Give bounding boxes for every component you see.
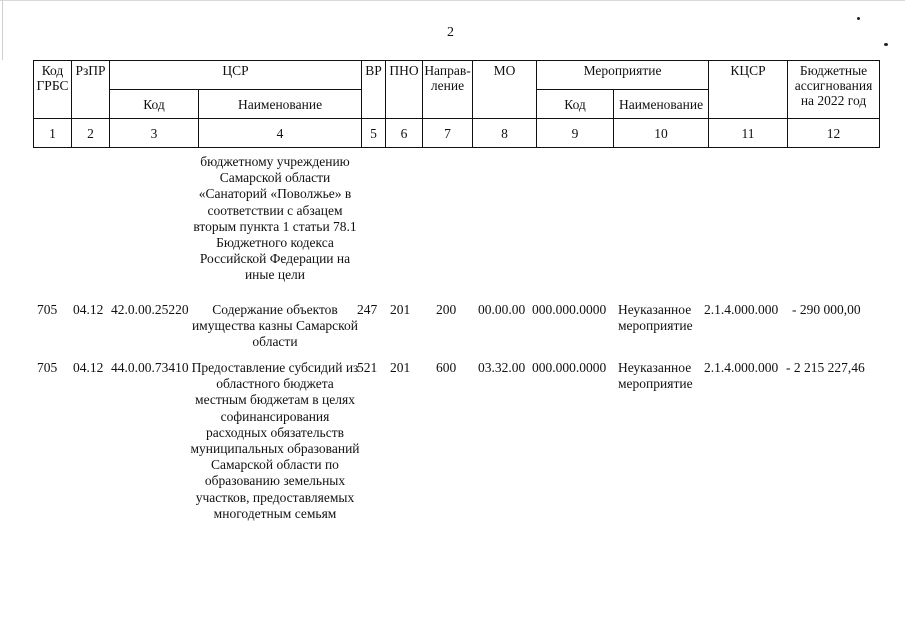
cell-name: Содержание объектов имущества казны Самарской области [191,302,359,350]
col-number: 5 [362,119,386,148]
col-number: 1 [34,119,72,148]
continuation-description: бюджетному учреждению Самарской области «Санаторий «Поволжье» в соответствии с абзацем вторым пункта 1 статьи 78.1 Бюджетного кодекса Российской Федерации на иные цели [193,154,357,283]
cell-naprav: 200 [436,302,457,317]
cell-rzpr: 04.12 [73,302,104,317]
cell-naprav: 600 [436,360,457,375]
header-csr: ЦСР [110,61,362,90]
col-number: 6 [386,119,423,148]
cell-name: Предоставление субсидий из областного бюджета местным бюджетам в целях софинансирования расходных обязательств муниципальных образований Самарской области по образованию земельных участков, предоставляемых многодетным семьям [190,360,360,521]
header-mer-kod: Код [537,90,614,119]
cell-kcsr: 2.1.4.000.000 [704,302,779,317]
col-number: 10 [614,119,709,148]
header-pno: ПНО [386,61,423,119]
header-kod-grbs: Код ГРБС [34,61,72,119]
header-naprav: Направ-ление [423,61,473,119]
col-number: 3 [110,119,199,148]
cell-amount: - 290 000,00 [792,302,861,317]
header-csr-kod: Код [110,90,199,119]
cell-pno: 201 [390,302,411,317]
header-meropriyatie: Мероприятие [537,61,709,90]
col-number: 4 [199,119,362,148]
col-number: 2 [72,119,110,148]
cell-grbs: 705 [37,302,58,317]
left-border-line [2,0,3,60]
header-rzpr: РзПР [72,61,110,119]
col-number: 9 [537,119,614,148]
cell-mo: 03.32.00 [478,360,526,375]
top-border-line [0,0,905,1]
cell-vr: 521 [357,360,378,375]
cell-csr-code: 44.0.00.73410 [111,360,189,375]
header-mo: МО [473,61,537,119]
header-table [33,60,880,148]
cell-mer-code: 000.000.0000 [532,302,607,317]
cell-mo: 00.00.00 [478,302,526,317]
header-vr: ВР [362,61,386,119]
cell-mer-name: Неуказанное мероприятие [618,360,693,391]
col-number: 8 [473,119,537,148]
header-kcsr: КЦСР [709,61,788,119]
scan-speck [857,17,860,20]
col-number: 11 [709,119,788,148]
col-number: 7 [423,119,473,148]
cell-rzpr: 04.12 [73,360,104,375]
cell-vr: 247 [357,302,378,317]
cell-mer-name: Неуказанное мероприятие [618,302,693,333]
cell-grbs: 705 [37,360,58,375]
header-budget: Бюджетные ассигнования на 2022 год [788,61,880,119]
scan-speck [884,43,888,46]
cell-amount: - 2 215 227,46 [786,360,865,375]
cell-kcsr: 2.1.4.000.000 [704,360,779,375]
header-csr-name: Наименование [199,90,362,119]
col-number: 12 [788,119,880,148]
page-number: 2 [447,25,454,40]
cell-mer-code: 000.000.0000 [532,360,607,375]
header-mer-name: Наименование [614,90,709,119]
cell-pno: 201 [390,360,411,375]
cell-csr-code: 42.0.00.25220 [111,302,189,317]
